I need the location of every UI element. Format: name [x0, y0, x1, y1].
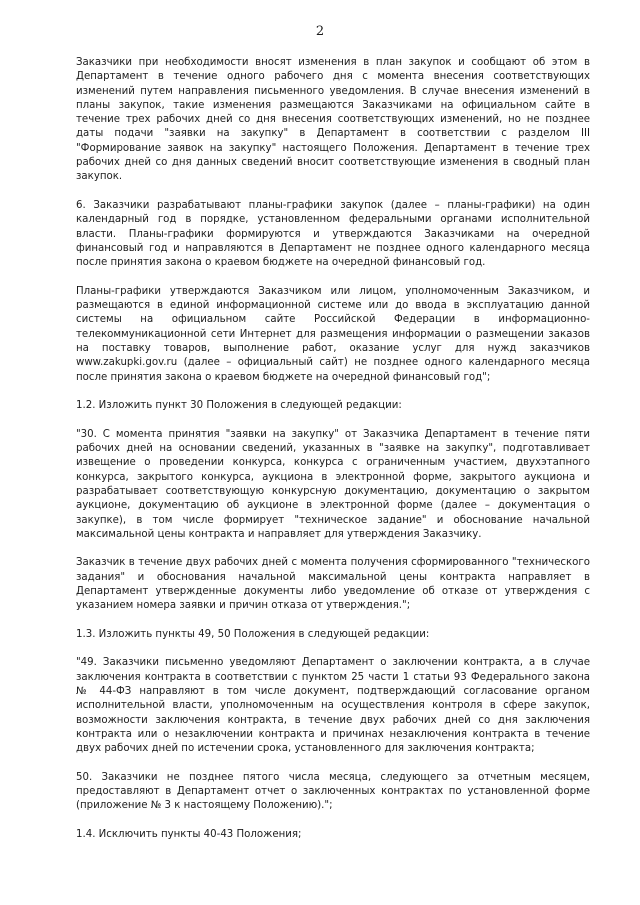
paragraph-item-6: 6. Заказчики разрабатывают планы-графики закупок (далее – планы-графики) на один календарный год в порядке, установленном федеральными органами исполнительной власти. Планы-графики формируются и утверждаются Заказчиками на очередной финансовый год и направляются в Департамент не позднее одного календарного месяца после принятия закона о краевом бюджете на очередной финансовый год.	[76, 199, 590, 269]
paragraph-item-30: "30. С момента принятия "заявки на закупку" от Заказчика Департамент в течение пяти рабочих дней на основании сведений, указанных в "заявке на закупку", подготавливает извещение о проведении конкурса, конкурса с ограниченным участием, двухэтапного конкурса, закрытого конкурса, аукциона в электронной форме, закрытого аукциона и разрабатывает соответствующую конкурсную документацию, документацию о закрытом аукционе, документацию об аукционе в электронной форме (далее – документация о закупке), в том числе формирует "техническое задание" и обоснование начальной максимальной цены контракта и направляет для утверждения Заказчику.	[76, 428, 590, 540]
document-body	[76, 56, 590, 857]
paragraph-item-49: "49. Заказчики письменно уведомляют Департамент о заключении контракта, а в случае заключения контракта в соответствии с пунктом 25 части 1 статьи 93 Федерального закона № 44-ФЗ направляют в том числе документ, подтверждающий согласование органом исполнительной власти, уполномоченным на осуществления контроля в сфере закупок, возможности заключения контракта, в течение двух рабочих дней со дня заключения контракта или о незаключении контракта и причинах незаключения контракта в течение двух рабочих дней по истечении срока, установленного для заключения контракта;	[76, 657, 590, 755]
page-number: 2	[315, 24, 325, 39]
paragraph-amendment-1-4: 1.4. Исключить пункты 40-43 Положения;	[76, 829, 302, 841]
paragraph-schedule-approval: Планы-графики утверждаются Заказчиком или лицом, уполномоченным Заказчиком, и размещаются в единой информационной системе или до ввода в эксплуатацию данной системы на официальном сайте Российской Федерации в информационно-телекоммуникационной сети Интернет для размещения информации о размещении заказов на поставку товаров, выполнение работ, оказание услуг для нужд заказчиков www.zakupki.gov.ru (далее – официальный сайт) не позднее одного календарного месяца после принятия закона о краевом бюджете на очередной финансовый год";	[76, 285, 590, 383]
paragraph-item-50: 50. Заказчики не позднее пятого числа месяца, следующего за отчетным месяцем, предоставляют в Департамент отчет о заключенных контрактах по установленной форме (приложение № 3 к настоящему Положению).";	[76, 771, 590, 812]
paragraph-plan-changes: Заказчики при необходимости вносят изменения в план закупок и сообщают об этом в Департамент в течение одного рабочего дня с момента внесения соответствующих изменений путем направления письменного уведомления. В случае внесения изменений в планы закупок, такие изменения размещаются Заказчиками на официальном сайте в течение трех рабочих дней со дня внесения соответствующих изменений, но не позднее даты подачи "заявки на закупку" в Департамент в соответствии с разделом III "Формирование заявок на закупку" настоящего Положения. Департамент в течение трех рабочих дней со дня данных сведений вносит соответствующие изменения в сводный план закупок.	[76, 57, 590, 183]
paragraph-amendment-1-3: 1.3. Изложить пункты 49, 50 Положения в следующей редакции:	[76, 628, 430, 640]
paragraph-customer-approval: Заказчик в течение двух рабочих дней с момента получения сформированного "технического задания" и обоснования начальной максимальной цены контракта направляет в Департамент утвержденные документы либо уведомление об отказе от утверждения с указанием номера заявки и причин отказа от утверждения.";	[76, 557, 590, 612]
paragraph-amendment-1-2: 1.2. Изложить пункт 30 Положения в следующей редакции:	[76, 400, 402, 412]
